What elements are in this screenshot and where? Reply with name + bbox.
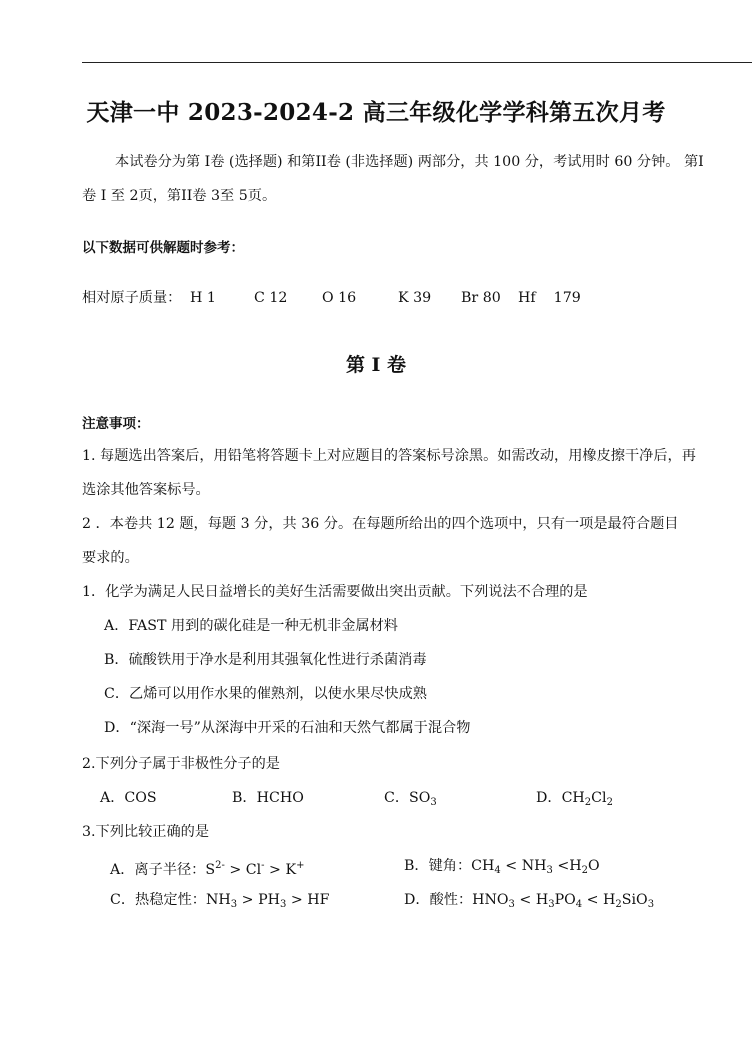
- q1-option-c: C．乙烯可以用作水果的催熟剂，以使水果尽快成熟: [104, 686, 427, 702]
- mass-o: O 16: [322, 290, 357, 306]
- q1-option-a: A．FAST 用到的碳化硅是一种无机非金属材料: [104, 618, 398, 634]
- q1-stem: 1．化学为满足人民日益增长的美好生活需要做出突出贡献。下列说法不合理的是: [82, 584, 588, 600]
- mass-hf: Hf 179: [518, 290, 581, 306]
- q3-option-d: D．酸性：$HNO_3 < H_3PO_4 < H_2SiO_3$: [404, 892, 655, 910]
- q3-stem: 3.下列比较正确的是: [82, 824, 210, 840]
- intro-line-1: 本试卷分为第 I卷 (选择题) 和第II卷 (非选择题) 两部分，共 100 分，考试用时 60 分钟。 第I: [115, 154, 704, 170]
- page-title: 天津一中 2023-2024-2 高三年级化学学科第五次月考: [86, 99, 666, 126]
- note-1-line-1: 1. 每题选出答案后，用铅笔将答题卡上对应题目的答案标号涂黑。如需改动，用橡皮擦干净后，再: [82, 448, 696, 464]
- mass-h: H 1: [190, 290, 216, 306]
- q3-option-a: A．离子半径：$S^{2-} > Cl^- > K^+$: [110, 860, 305, 878]
- note-1-line-2: 选涂其他答案标号。: [82, 482, 210, 498]
- q2-option-a: A．COS: [100, 790, 157, 806]
- mass-br: Br 80: [461, 290, 501, 306]
- q2-option-c: C．$SO_3$: [384, 790, 437, 808]
- note-2-line-1: 2 ．本卷共 12 题，每题 3 分，共 36 分。在每题所给出的四个选项中，只有一项是最符合题目: [82, 516, 679, 532]
- q2-stem: 2.下列分子属于非极性分子的是: [82, 756, 280, 772]
- header-rule: [82, 62, 752, 63]
- q1-option-b: B．硫酸铁用于净水是利用其强氧化性进行杀菌消毒: [104, 652, 427, 668]
- mass-k: K 39: [398, 290, 432, 306]
- reference-heading: 以下数据可供解题时参考：: [82, 240, 244, 256]
- q2-option-b: B．HCHO: [232, 790, 304, 806]
- section-title: 第 I 卷: [345, 354, 407, 376]
- q1-option-d: D．“深海一号”从深海中开采的石油和天然气都属于混合物: [104, 720, 471, 736]
- q3-option-b: B．键角：$CH_4 < NH_3 <H_2O$: [404, 858, 600, 876]
- intro-line-2: 卷 I 至 2页，第II卷 3至 5页。: [82, 188, 277, 204]
- note-2-line-2: 要求的。: [82, 550, 139, 566]
- atomic-mass-row: [82, 288, 642, 308]
- q3-option-c: C．热稳定性：$NH_3 > PH_3$ > HF: [110, 892, 330, 910]
- q2-option-d: D．$CH_2Cl_2$: [536, 790, 613, 808]
- mass-c: C 12: [254, 290, 288, 306]
- notes-heading: 注意事项：: [82, 416, 150, 432]
- atomic-mass-label: 相对原子质量：: [82, 290, 182, 306]
